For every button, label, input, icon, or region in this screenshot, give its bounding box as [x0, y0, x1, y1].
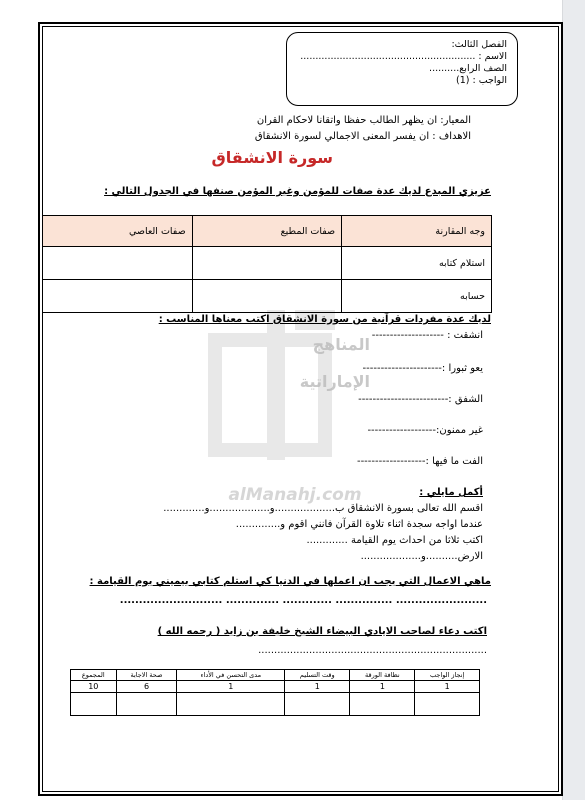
score-value-cell: 1 [350, 681, 415, 693]
complete-item: الارض..........و................... [360, 551, 483, 562]
score-header-cell: مدى التحسن في الأداء [177, 670, 285, 681]
complete-item: اكتب ثلاثا من احداث يوم القيامة ............. [306, 535, 483, 546]
question-5-answer-line[interactable]: ........................................................................ [258, 645, 487, 656]
score-header-row [71, 670, 480, 681]
vocab-item: الفت ما فيها :------------------- [356, 456, 483, 467]
score-empty-row [71, 693, 480, 716]
score-value-cell: 6 [116, 681, 177, 693]
scrollbar-track[interactable] [562, 0, 585, 800]
watermark-text-1: المناهج [312, 335, 370, 354]
table-row [43, 247, 492, 280]
score-input-cell[interactable] [350, 693, 415, 716]
score-input-cell[interactable] [116, 693, 177, 716]
score-value-cell: 1 [177, 681, 285, 693]
page-title: سورة الانشقاق [211, 148, 333, 167]
score-input-cell[interactable] [285, 693, 350, 716]
score-input-cell[interactable] [71, 693, 117, 716]
table-header-cell: وجه المقارنة [342, 216, 492, 247]
question-3-prompt: أكمل مايلي : [419, 487, 483, 498]
homework-number: الواجب : (1) [456, 75, 507, 86]
score-value-cell: 1 [285, 681, 350, 693]
vocab-item: يعو ثبورا :---------------------- [362, 363, 483, 374]
question-4-prompt: ماهي الاعمال التي يجب ان اعملها في الدنيا كي استلم كتابي بيميني يوم القيامة : [89, 576, 491, 587]
table-cell: استلام كتابه [342, 247, 492, 280]
goals-text: الاهداف : ان يفسر المعنى الاجمالي لسورة الانشقاق [254, 131, 471, 142]
watermark-site: alManahj.com [228, 485, 362, 505]
score-value-cell: 1 [415, 681, 480, 693]
question-5-prompt: اكتب دعاء لصاحب الايادي البيضاء الشيخ خليفة بن زايد ( رحمه الله ) [157, 626, 487, 637]
score-header-cell: صحة الاجابة [116, 670, 177, 681]
score-header-cell: وقت التسليم [285, 670, 350, 681]
question-4-answer-line[interactable]: ........................ ............... ............. .............. ........................... [119, 595, 487, 606]
complete-item: عندما اواجه سجدة اثناء تلاوة القرآن فانني اقوم و.............. [235, 519, 483, 530]
table-header-cell: صفات المطيع [192, 216, 341, 247]
watermark-text-2: الإماراتية [299, 372, 370, 391]
score-header-cell: إنجاز الواجب [415, 670, 480, 681]
table-header-cell: صفات العاصي [43, 216, 193, 247]
score-value-cell: 10 [71, 681, 117, 693]
vocab-item: انشقت : -------------------- [371, 330, 483, 341]
complete-item: اقسم الله تعالى بسورة الانشقاق ب...................و...................و............. [163, 503, 483, 514]
vocab-item: غير ممنون:------------------- [367, 425, 483, 436]
score-input-cell[interactable] [177, 693, 285, 716]
answer-cell[interactable] [192, 247, 341, 280]
table-header-row [43, 216, 492, 247]
comparison-table [42, 215, 492, 313]
question-1-prompt: عزيزي المبدع لديك عدة صفات للمؤمن وغير المؤمن صنفها في الجدول التالي : [104, 186, 491, 197]
student-info-box [286, 32, 518, 106]
table-row [43, 280, 492, 313]
score-input-cell[interactable] [415, 693, 480, 716]
semester-label: الفصل الثالث: [451, 39, 507, 50]
criteria-text: المعيار: ان يظهر الطالب حفظا واتقانا لاحكام القران [256, 115, 471, 126]
score-values-row [71, 681, 480, 693]
answer-cell[interactable] [43, 247, 193, 280]
score-header-cell: نظافة الورقة [350, 670, 415, 681]
table-cell: حسابه [342, 280, 492, 313]
answer-cell[interactable] [43, 280, 193, 313]
grade-field: الصف الرابع.......... [429, 63, 507, 74]
question-2-prompt: لديك عدة مفردات قرآنية من سورة الانشقاق اكتب معناها المناسب : [158, 314, 491, 325]
name-field: الاسم : .......................................................... [300, 51, 507, 62]
answer-cell[interactable] [192, 280, 341, 313]
score-header-cell: المجموع [71, 670, 117, 681]
vocab-item: الشفق :------------------------- [358, 394, 483, 405]
score-table [70, 669, 480, 716]
